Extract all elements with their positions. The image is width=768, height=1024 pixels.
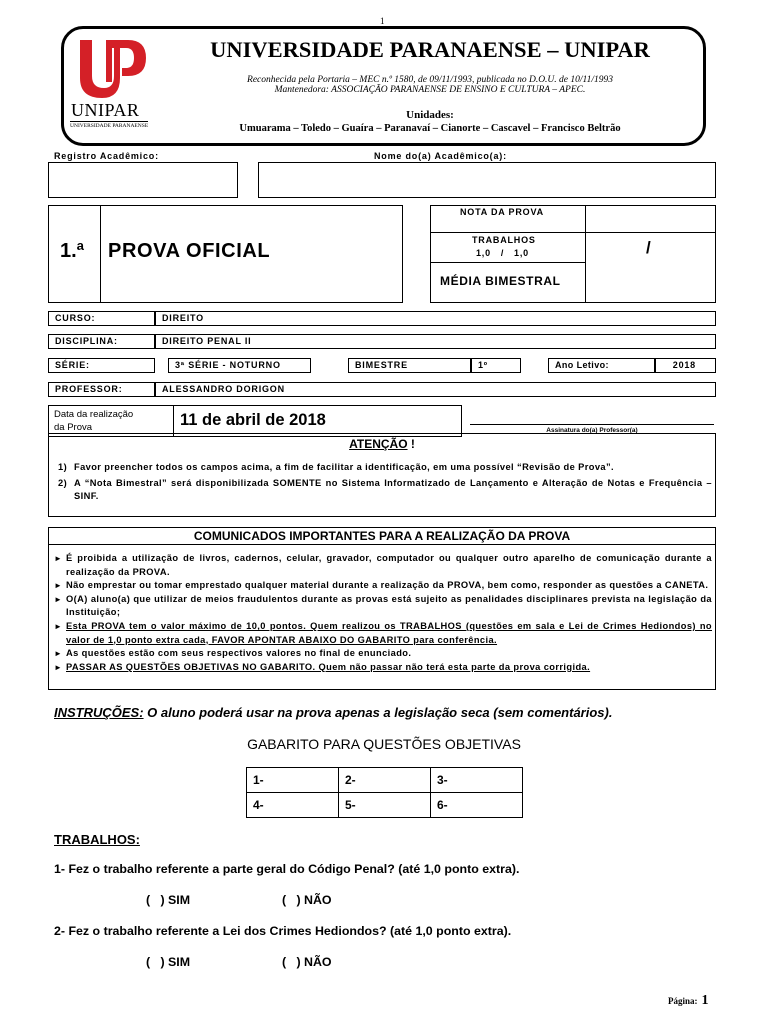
media-label: MÉDIA BIMESTRAL: [440, 274, 561, 288]
trabalho-question-2: 2- Fez o trabalho referente a Lei dos Crimes Hediondos? (até 1,0 ponto extra).: [54, 924, 512, 938]
page-top-number: 1: [380, 16, 385, 26]
q1-sim-option[interactable]: ( ) SIM: [146, 893, 191, 907]
registro-field[interactable]: [48, 162, 238, 198]
registro-label: Registro Acadêmico:: [54, 151, 159, 161]
comunicados-list: [54, 552, 712, 674]
recognition-text: Reconhecida pela Portaria – MEC n.º 1580, de 09/11/1993, publicada no D.O.U. de 10/11/1993: [247, 75, 613, 85]
data-value: 11 de abril de 2018: [180, 411, 326, 429]
maintainer-text: Mantenedora: ASSOCIAÇÃO PARANAENSE DE ENSINO E CULTURA – APEC.: [274, 85, 586, 95]
gabarito-table: [246, 767, 523, 818]
nota-field[interactable]: [586, 206, 715, 232]
gabarito-cell-5[interactable]: 5-: [339, 793, 431, 818]
units-label: Unidades:: [406, 109, 454, 121]
comunicado-item: ► É proibida a utilização de livros, cadernos, celular, gravador, computador ou qualquer outro aparelho de comunicação durante a realização da PROVA.: [54, 553, 712, 577]
slash-mark: /: [646, 238, 651, 257]
logo-icon: [76, 38, 150, 100]
comunicado-item: ► PASSAR AS QUESTÕES OBJETIVAS NO GABARITO. Quem não passar não terá esta parte da prova corrigida.: [54, 661, 591, 672]
instrucoes: INSTRUÇÕES: O aluno poderá usar na prova apenas a legislação seca (sem comentários).: [54, 705, 613, 720]
gabarito-cell-3[interactable]: 3-: [431, 768, 523, 793]
bimestre-value: 1º: [471, 358, 521, 373]
logo-text: UNIPAR: [71, 100, 140, 120]
comunicados-title: COMUNICADOS IMPORTANTES PARA A REALIZAÇÃO DA PROVA: [193, 529, 571, 543]
logo-subtext: UNIVERSIDADE PARANAENSE: [70, 123, 149, 129]
professor-value: ALESSANDRO DORIGON: [155, 382, 716, 397]
nota-label: NOTA DA PROVA: [460, 207, 544, 217]
gabarito-cell-4[interactable]: 4-: [247, 793, 339, 818]
nome-field[interactable]: [258, 162, 716, 198]
q2-nao-option[interactable]: ( ) NÃO: [282, 955, 332, 969]
gabarito-cell-6[interactable]: 6-: [431, 793, 523, 818]
atencao-item: 2) A “Nota Bimestral” será disponibilizada SOMENTE no Sistema Informatizado de Lançamento e Alteração de Notas e Frequência – SINF.: [58, 477, 712, 502]
unipar-logo: [70, 38, 150, 132]
bimestre-label: BIMESTRE: [348, 358, 471, 373]
trabalhos-values: 1,0 / 1,0: [476, 248, 529, 258]
exam-number: 1.ª: [60, 240, 85, 262]
atencao-item: 1) Favor preencher todos os campos acima, a fim de facilitar a identificação, em uma possível “Revisão de Prova”.: [58, 462, 615, 472]
units-list: Umuarama – Toledo – Guaíra – Paranavaí – Cianorte – Cascavel – Francisco Beltrão: [239, 123, 621, 134]
ano-label: Ano Letivo:: [548, 358, 655, 373]
curso-label: CURSO:: [48, 311, 155, 326]
disciplina-label: DISCIPLINA:: [48, 334, 155, 349]
q1-nao-option[interactable]: ( ) NÃO: [282, 893, 332, 907]
gabarito-title: GABARITO PARA QUESTÕES OBJETIVAS: [247, 736, 521, 752]
media-field[interactable]: [586, 263, 715, 302]
q2-sim-option[interactable]: ( ) SIM: [146, 955, 191, 969]
exam-title: PROVA OFICIAL: [108, 240, 271, 262]
gabarito-cell-1[interactable]: 1-: [247, 768, 339, 793]
ano-value: 2018: [655, 358, 716, 373]
comunicado-item: ► O(A) aluno(a) que utilizar de meios fraudulentos durante as provas está sujeito as penalidades disciplinares prevista na legislação da Instituição;: [54, 593, 712, 618]
curso-value: DIREITO: [155, 311, 716, 326]
trabalhos-title: TRABALHOS:: [54, 832, 140, 847]
data-label-2: da Prova: [54, 422, 93, 433]
page-footer: Página: 1: [668, 993, 709, 1008]
data-label-1: Data da realização: [54, 409, 134, 420]
nome-label: Nome do(a) Acadêmico(a):: [374, 151, 507, 161]
university-title: UNIVERSIDADE PARANAENSE – UNIPAR: [210, 37, 650, 62]
serie-value: 3ª SÉRIE - NOTURNO: [168, 358, 311, 373]
assinatura-label: Assinatura do(a) Professor(a): [546, 427, 638, 434]
serie-label: SÉRIE:: [48, 358, 155, 373]
signature-line[interactable]: [470, 424, 714, 425]
atencao-list: [52, 461, 712, 504]
professor-label: PROFESSOR:: [48, 382, 155, 397]
comunicado-item: ► Não emprestar ou tomar emprestado qualquer material durante a realização da PROVA, bem como, responder as questões a CANETA.: [54, 580, 709, 591]
trabalho-question-1: 1- Fez o trabalho referente a parte geral do Código Penal? (até 1,0 ponto extra).: [54, 862, 520, 876]
comunicado-item: ► As questões estão com seus respectivos valores no final de enunciado.: [54, 648, 412, 659]
comunicado-item: ► Esta PROVA tem o valor máximo de 10,0 pontos. Quem realizou os TRABALHOS (questões em sala e Lei de Crimes Hediondos) no valor de 1,0 ponto extra cada, FAVOR APONTAR ABAIXO DO GABARITO para conferência.: [54, 620, 712, 645]
disciplina-value: DIREITO PENAL II: [155, 334, 716, 349]
gabarito-cell-2[interactable]: 2-: [339, 768, 431, 793]
atencao-title: ATENÇÃO !: [349, 437, 415, 451]
trabalhos-label: TRABALHOS: [472, 235, 536, 245]
